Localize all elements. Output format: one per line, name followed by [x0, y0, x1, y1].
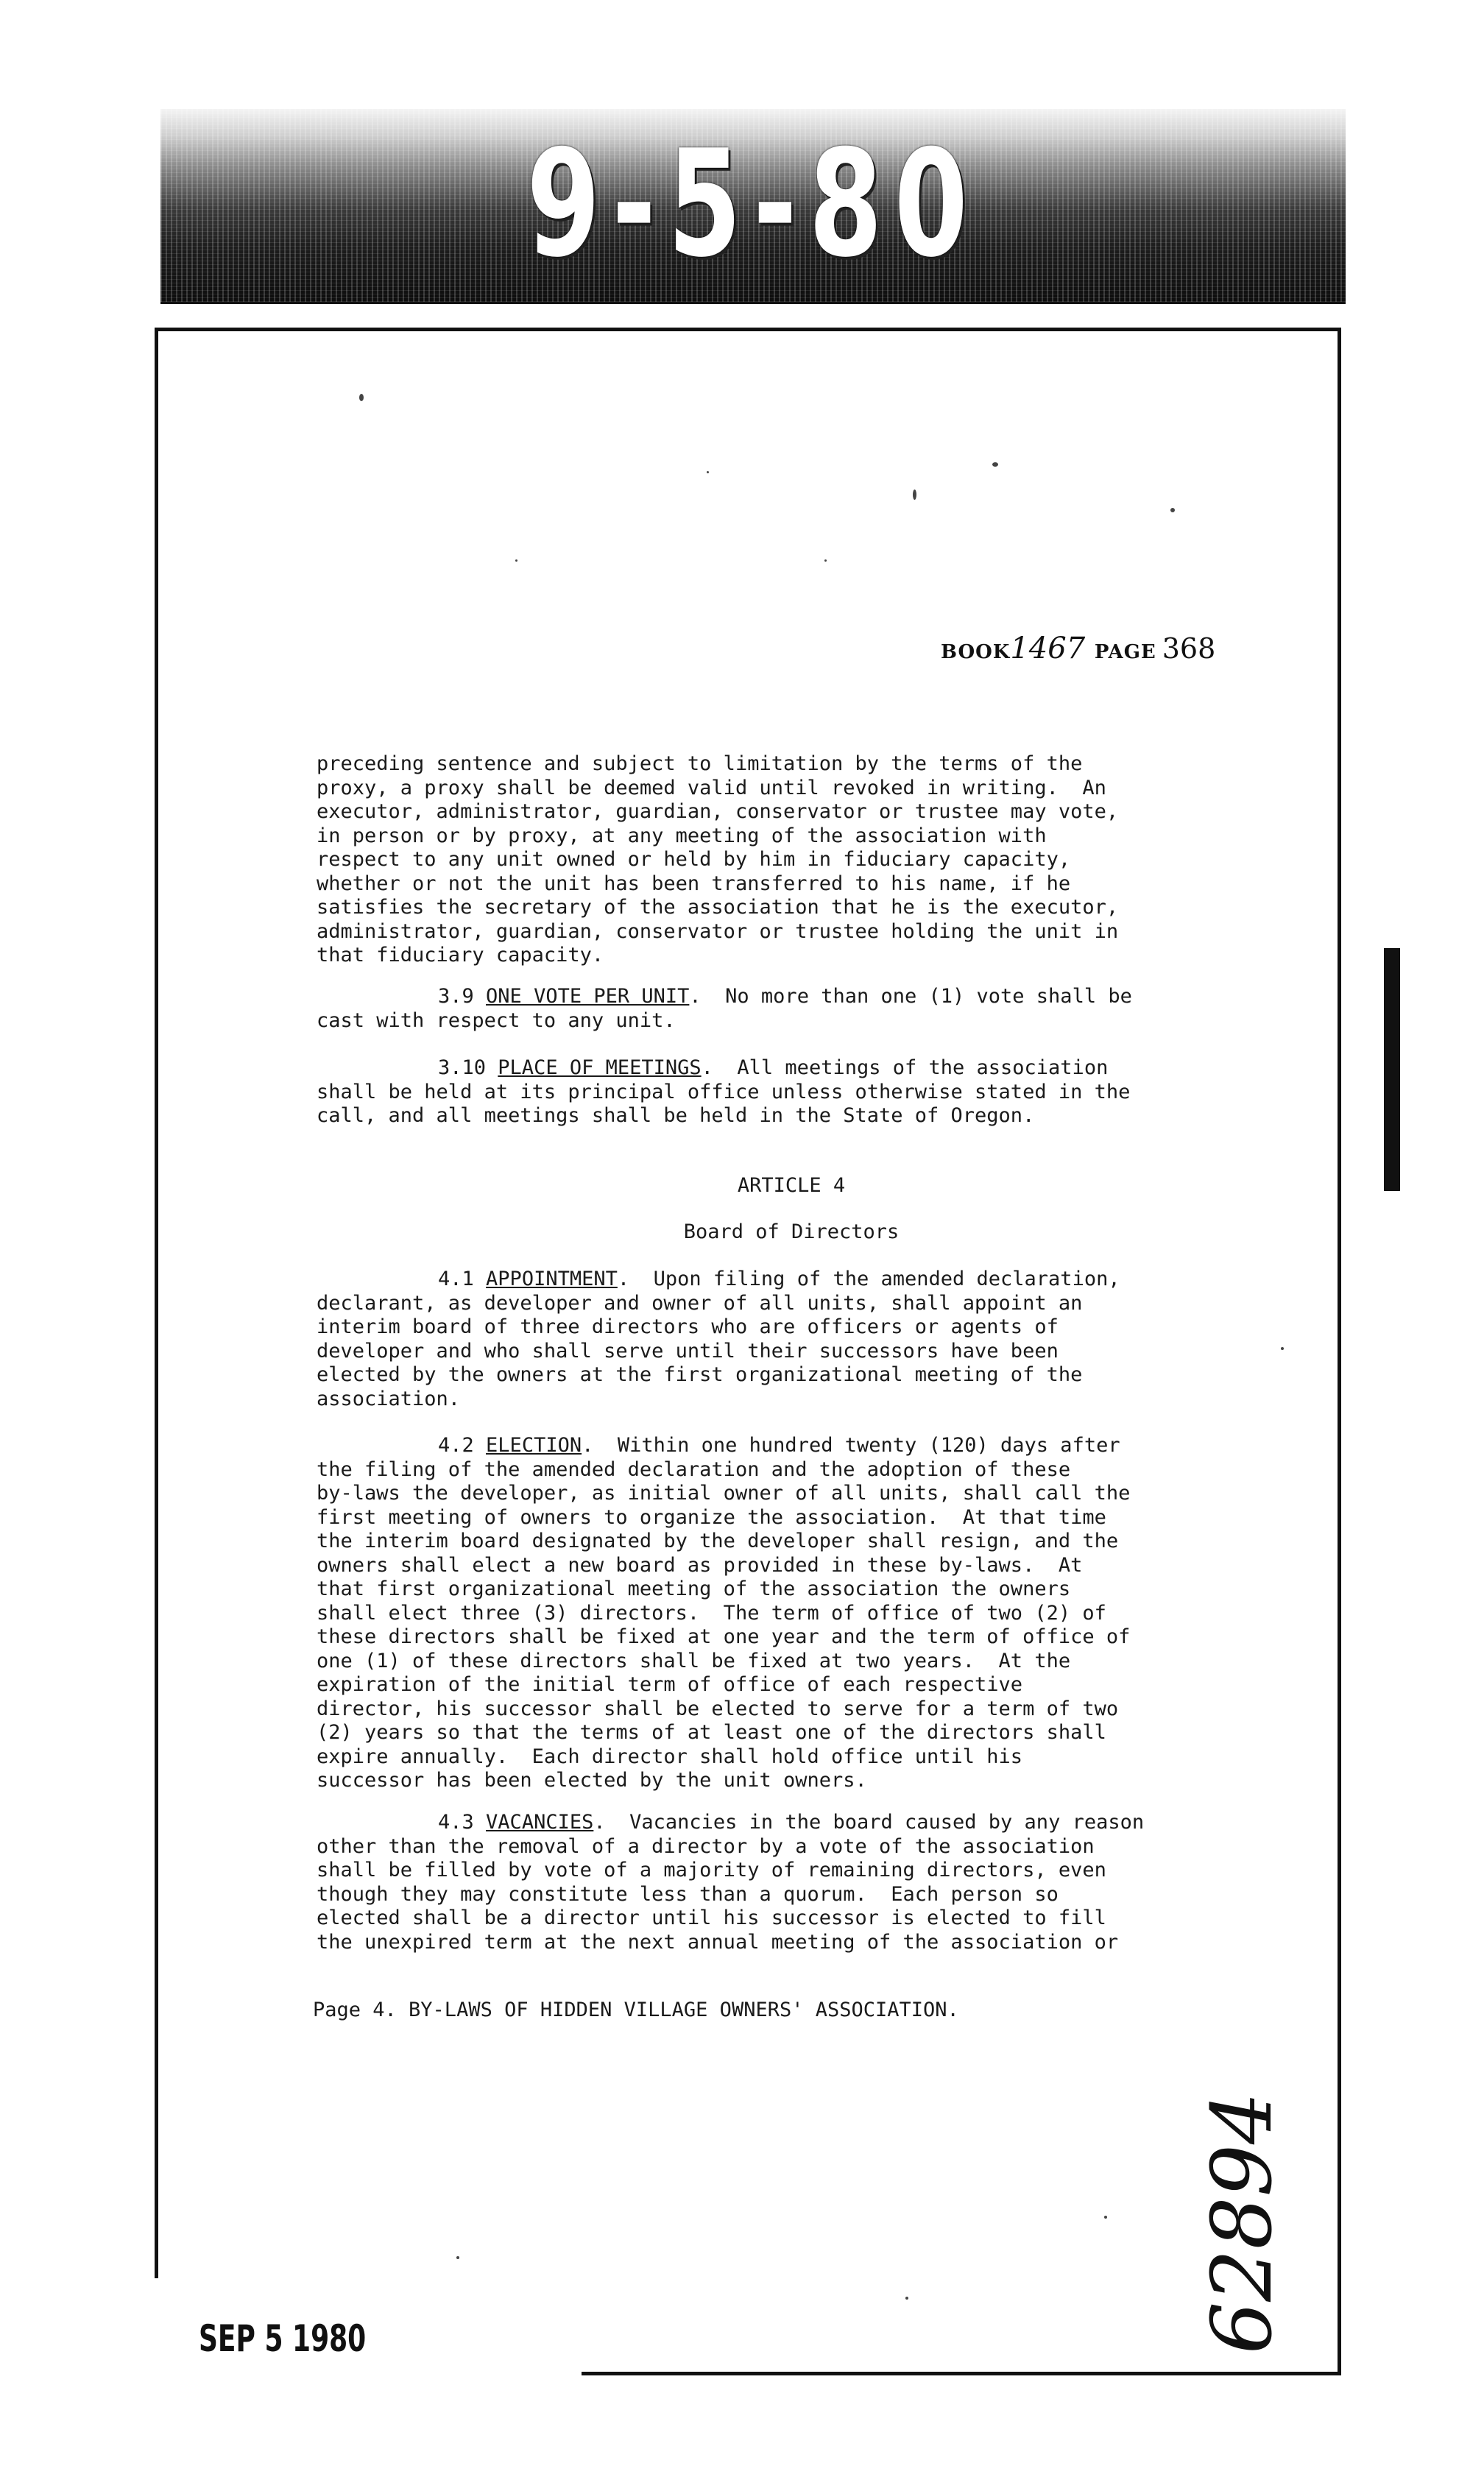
book-page-reference [941, 632, 1215, 665]
section-3-9-title: ONE VOTE PER UNIT [486, 985, 690, 1008]
section-4-2-text: . Within one hundred twenty (120) days after the filing of the amended declaration and the adoption of these by-laws the developer, as initial owner of all units, shall call the first meeting of owners to organize the association. At that time the interim board designated by the developer shall resign, and the owners shall elect a new board as provided in these by-laws. At that first organizational meeting of the association the owners shall elect three (3) directors. The term of office of two (2) of these directors shall be fixed at one year and the term of office of one (1) of these directors shall be fixed at two years. At the expiration of the initial term of office of each respective director, his successor shall be elected to serve for a term of two (2) years so that the terms of at least one of the directors shall expire annually. Each director shall hold office until his successor has been elected by the unit owners. [317, 1434, 1131, 1792]
page-footer: Page 4. BY-LAWS OF HIDDEN VILLAGE OWNERS' ASSOCIATION. [313, 1999, 959, 2021]
section-4-3-title: VACANCIES [486, 1811, 594, 1834]
section-4-1 [317, 1268, 1266, 1411]
section-3-10-title: PLACE OF MEETINGS [498, 1056, 702, 1079]
page-label: PAGE [1094, 641, 1156, 663]
section-3-10-text: . All meetings of the association shall be held at its principal office unless otherwise stated in the call, and all meetings shall be held in the State of Oregon. [317, 1056, 1131, 1127]
edge-mark [1384, 948, 1400, 1191]
section-4-2-title: ELECTION [486, 1434, 582, 1457]
frame-left-border [155, 328, 158, 2278]
section-4-1-text: . Upon filing of the amended declaration, declarant, as developer and owner of all units, shall appoint an interim board of three directors who are officers or agents of developer and who shall serve until their successors have been elected by the owners at the first organizational meeting of the association. [317, 1268, 1120, 1410]
section-4-3-text: . Vacancies in the board caused by any reason other than the removal of a director by a vote of the association shall be filled by vote of a majority of remaining directors, even though they may constitute less than a quorum. Each person so elected shall be a director until his successor is elected to fill the unexpired term at the next annual meeting of the association or [317, 1811, 1145, 1954]
section-4-2 [317, 1434, 1266, 1793]
received-date-stamp: SEP 5 1980 [199, 2317, 367, 2360]
section-3-9-text: . No more than one (1) vote shall be cast with respect to any unit. [317, 985, 1132, 1032]
frame-right-border [1338, 328, 1341, 2375]
section-3-10-number: 3.10 [438, 1056, 487, 1079]
document-number-stamp: 62894 [1195, 2091, 1291, 2355]
section-4-1-number: 4.1 [438, 1268, 474, 1290]
section-4-3 [317, 1811, 1266, 1954]
section-3-10 [317, 1056, 1266, 1128]
article-title: Board of Directors [683, 1220, 900, 1243]
section-3-9-number: 3.9 [438, 985, 474, 1008]
section-4-2-number: 4.2 [438, 1434, 474, 1457]
section-4-1-title: APPOINTMENT [486, 1268, 618, 1290]
book-label: BOOK [941, 641, 1011, 663]
frame-bottom-border [582, 2372, 1341, 2375]
article-heading: ARTICLE 4 [737, 1174, 846, 1197]
section-4-3-number: 4.3 [438, 1811, 474, 1834]
paragraph-proxy: preceding sentence and subject to limitation by the terms of the proxy, a proxy shall be deemed valid until revoked in writing. An executor, administrator, guardian, conservator or trustee may vote, in person or by proxy, at any meeting of the association with respect to any unit owned or held by him in fiduciary capacity, whether or not the unit has been transferred to his name, if he satisfies the secretary of the association that he is the executor, administrator, guardian, conservator or trustee holding the unit in that fiduciary capacity. [317, 752, 1119, 967]
date-banner [160, 109, 1346, 304]
frame-top-border [155, 328, 1341, 331]
book-number: 1467 [1010, 632, 1086, 665]
section-3-9 [317, 985, 1266, 1033]
banner-date: 9-5-80 [526, 119, 980, 290]
page-number: 368 [1162, 632, 1216, 665]
